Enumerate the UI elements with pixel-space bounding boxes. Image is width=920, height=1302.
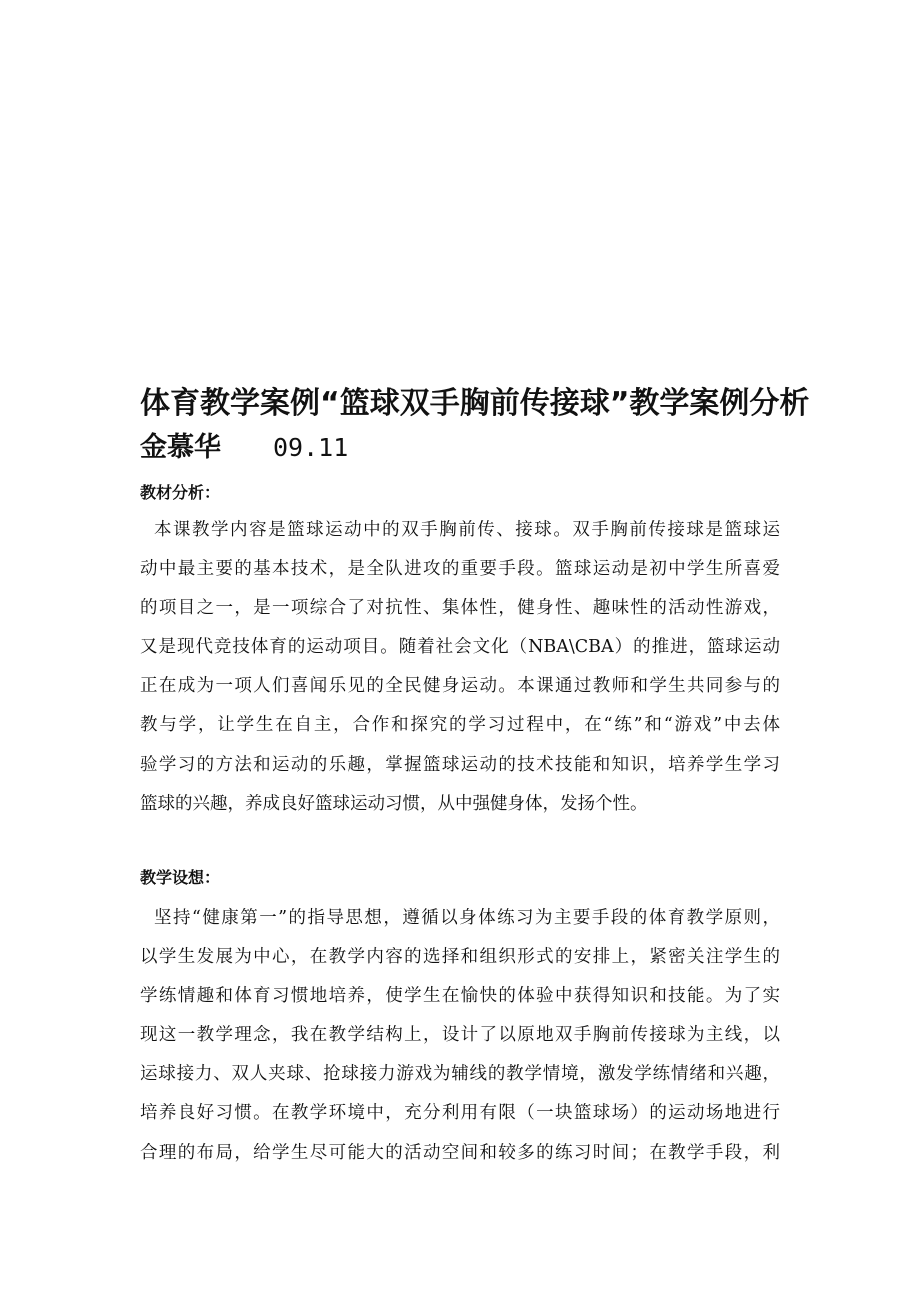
section-heading-teaching-concept: 教学设想：: [140, 868, 221, 887]
paragraph-line: 动中最主要的基本技术，是全队进攻的重要手段。篮球运动是初中学生所喜爱: [140, 559, 780, 580]
paragraph-line: 又是现代竞技体育的运动项目。随着社会文化（NBA\CBA）的推进，篮球运动: [140, 637, 780, 658]
paragraph-line: 培养良好习惯。在教学环境中，充分利用有限（一块篮球场）的运动场地进行: [140, 1103, 780, 1124]
author-name: 金慕华: [140, 432, 221, 463]
paragraph-line: 教与学，让学生在自主，合作和探究的学习过程中，在“练”和“游戏”中去体: [140, 715, 780, 736]
paragraph-line: 正在成为一项人们喜闻乐见的全民健身运动。本课通过教师和学生共同参与的: [140, 676, 780, 697]
paragraph-line: 篮球的兴趣，养成良好篮球运动习惯，从中强健身体，发扬个性。: [140, 793, 648, 814]
section-heading-material-analysis: 教材分析：: [140, 483, 221, 502]
paragraph-line: 的项目之一，是一项综合了对抗性、集体性，健身性、趣味性的活动性游戏，: [140, 598, 780, 619]
document-title: 体育教学案例“篮球双手胸前传接球”教学案例分析: [140, 386, 810, 421]
byline: [140, 426, 348, 470]
paragraph-line: 验学习的方法和运动的乐趣，掌握篮球运动的技术技能和知识，培养学生学习: [140, 754, 780, 775]
paragraph-line: 学练情趣和体育习惯地培养，使学生在愉快的体验中获得知识和技能。为了实: [140, 986, 780, 1007]
section-body-teaching-concept: [140, 899, 780, 1173]
section-body-material-analysis: [140, 511, 780, 824]
paragraph-line: 以学生发展为中心，在教学内容的选择和组织形式的安排上，紧密关注学生的: [140, 947, 780, 968]
paragraph-line: 现这一教学理念，我在教学结构上，设计了以原地双手胸前传接球为主线，以: [140, 1025, 780, 1046]
paragraph-line: 运球接力、双人夹球、抢球接力游戏为辅线的教学情境，激发学练情绪和兴趣，: [140, 1064, 780, 1085]
paragraph-line: 坚持“健康第一”的指导思想，遵循以身体练习为主要手段的体育教学原则，: [154, 908, 780, 928]
paragraph-line: 合理的布局，给学生尽可能大的活动空间和较多的练习时间；在教学手段，利: [140, 1142, 780, 1163]
paragraph-line: 本课教学内容是篮球运动中的双手胸前传、接球。双手胸前传接球是篮球运: [154, 520, 780, 540]
document-date: 09.11: [273, 433, 349, 462]
